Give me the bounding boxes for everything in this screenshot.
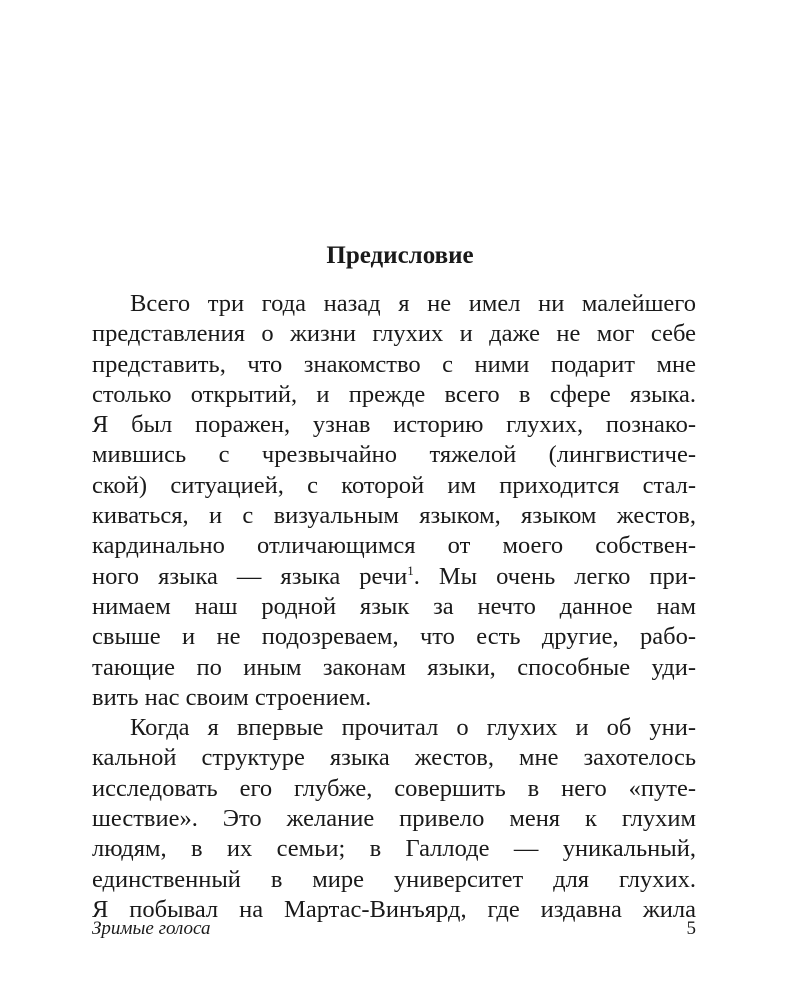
text-line: Когда я впервые прочитал о глухих и об уни- — [130, 714, 696, 742]
text-line: представления о жизни глухих и даже не мог себе — [92, 320, 696, 348]
text-line: мившись с чрезвычайно тяжелой (лингвистиче- — [92, 441, 696, 469]
text-line: шествие». Это желание привело меня к глухим — [92, 805, 696, 833]
page-title: Предисловие — [326, 242, 474, 269]
running-title: Зримые голоса — [92, 918, 211, 939]
text-line: столько открытий, и прежде всего в сфере языка. — [92, 380, 696, 408]
text-line: представить, что знакомство с ними подарит мне — [92, 350, 696, 378]
text-line: единственный в мире университет для глухих. — [92, 865, 696, 893]
text-fragment: . Мы очень легко при- — [413, 562, 696, 590]
footnote-marker[interactable]: 1 — [407, 562, 414, 578]
text-line: Я побывал на Мартас-Винъярд, где издавна жила — [92, 895, 696, 923]
page-number: 5 — [686, 918, 696, 939]
text-line: Всего три года назад я не имел ни малейшего — [130, 290, 696, 317]
text-line: нимаем наш родной язык за нечто данное нам — [92, 592, 696, 620]
text-line: кальной структуре языка жестов, мне захотелось — [92, 744, 696, 772]
text-line: вить нас своим строением. — [92, 683, 372, 711]
text-line: Я был поражен, узнав историю глухих, познако- — [92, 411, 696, 439]
text-line-with-footnote — [92, 562, 696, 592]
text-line: кардинально отличающимся от моего собствен- — [92, 532, 696, 560]
text-line: людям, в их семьи; в Галлоде — уникальный, — [92, 835, 696, 863]
text-fragment: ного языка — языка речи — [92, 562, 408, 590]
body-text — [92, 289, 696, 925]
text-line: киваться, и с визуальным языком, языком жестов, — [92, 502, 696, 530]
text-line: тающие по иным законам языки, способные уди- — [92, 653, 696, 681]
text-line: исследовать его глубже, совершить в него «путе- — [92, 774, 696, 802]
text-line: ской) ситуацией, с которой им приходится стал- — [92, 471, 696, 499]
text-line: свыше и не подозреваем, что есть другие, рабо- — [92, 623, 696, 651]
